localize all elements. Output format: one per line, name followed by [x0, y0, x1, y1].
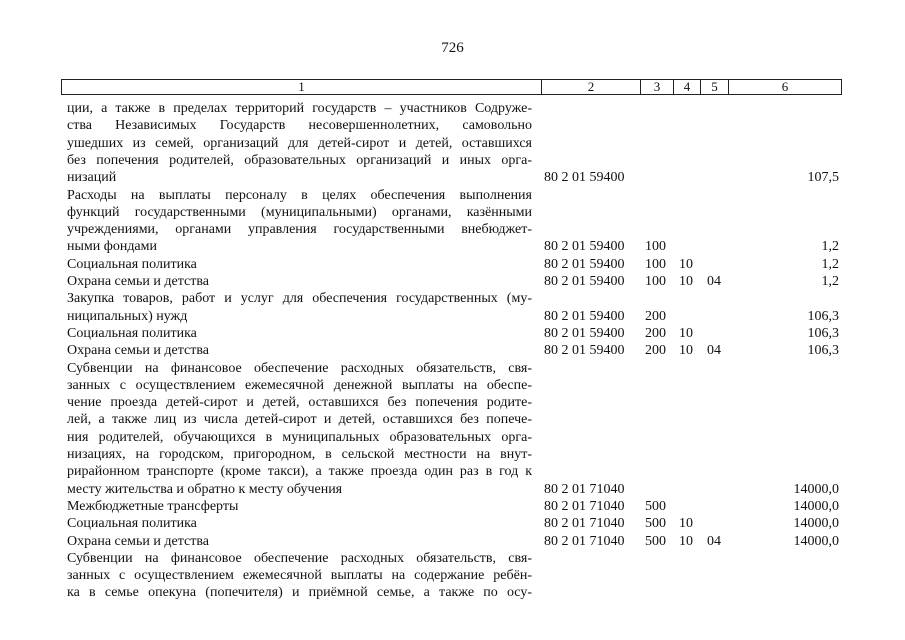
- row-description: Социальная политика: [67, 325, 197, 341]
- row-description: ния родителей, обучающихся в муниципальных образовательных орга-: [67, 429, 532, 445]
- table-row: [0, 290, 905, 307]
- row-code: 80 2 01 59400: [544, 274, 625, 289]
- row-amount: 14000,0: [793, 481, 839, 497]
- row-expense-type: 100: [645, 239, 666, 255]
- header-col-5: 5: [700, 80, 728, 94]
- row-code: 80 2 01 71040: [544, 481, 625, 497]
- table-row: [0, 481, 905, 498]
- row-subsection: 04: [707, 343, 721, 359]
- row-expense-type: 200: [645, 343, 666, 359]
- row-amount: 1,2: [821, 274, 839, 289]
- row-amount: 107,5: [807, 170, 839, 186]
- table-row: [0, 221, 905, 238]
- row-amount: 14000,0: [793, 533, 839, 549]
- row-description: рирайонном транспорте (кроме такси), а также проезда один раз в год к: [67, 464, 532, 480]
- row-description: без попечения родителей, образовательных организаций и иных орга-: [67, 152, 532, 168]
- row-code: 80 2 01 71040: [544, 498, 625, 514]
- table-row: [0, 550, 905, 567]
- table-row: [0, 169, 905, 186]
- row-description: Межбюджетные трансферты: [67, 498, 239, 514]
- table-row: [0, 360, 905, 377]
- row-description: занных с осуществлением ежемесячной выплаты на содержание ребён-: [67, 568, 532, 584]
- row-description: Закупка товаров, работ и услуг для обеспечения государственных (му-: [67, 291, 532, 307]
- row-description: ка в семье опекуна (попечителя) и приёмной семье, а также по осу-: [67, 585, 532, 601]
- row-description: лей, а также лиц из числа детей-сирот и детей, оставшихся без попече-: [67, 412, 532, 428]
- table-header: [61, 79, 842, 95]
- row-section: 10: [679, 256, 693, 272]
- table-row: [0, 567, 905, 584]
- row-section: 10: [679, 533, 693, 549]
- table-row: [0, 308, 905, 325]
- row-section: 10: [679, 516, 693, 532]
- table-row: [0, 446, 905, 463]
- table-row: [0, 394, 905, 411]
- row-description: Субвенции на финансовое обеспечение расходных обязательств, свя-: [67, 360, 532, 376]
- row-description: ства Независимых Государств несовершеннолетних, самовольно: [67, 118, 532, 134]
- row-amount: 1,2: [821, 256, 839, 272]
- table-row: [0, 584, 905, 601]
- table-row: [0, 377, 905, 394]
- row-description: занных с осуществлением ежемесячной денежной выплаты на обеспе-: [67, 377, 532, 393]
- row-description: Охрана семьи и детства: [67, 343, 209, 359]
- row-description: функций государственными (муниципальными) органами, казёнными: [67, 204, 532, 220]
- header-col-3: 3: [640, 80, 673, 94]
- row-code: 80 2 01 71040: [544, 533, 625, 549]
- row-description: Охрана семьи и детства: [67, 274, 209, 289]
- row-code: 80 2 01 59400: [544, 170, 625, 186]
- row-amount: 106,3: [807, 325, 839, 341]
- row-code: 80 2 01 59400: [544, 343, 625, 359]
- row-description: Охрана семьи и детства: [67, 533, 209, 549]
- row-subsection: 04: [707, 533, 721, 549]
- table-row: [0, 498, 905, 515]
- table-row: [0, 238, 905, 255]
- row-description: учреждениями, органами управления государственными внебюджет-: [67, 222, 532, 238]
- row-description: Субвенции на финансовое обеспечение расходных обязательств, свя-: [67, 550, 532, 566]
- table-row: [0, 204, 905, 221]
- row-description: Социальная политика: [67, 516, 197, 532]
- row-code: 80 2 01 59400: [544, 239, 625, 255]
- table-row: [0, 342, 905, 359]
- row-section: 10: [679, 274, 693, 289]
- row-amount: 106,3: [807, 308, 839, 324]
- row-code: 80 2 01 71040: [544, 516, 625, 532]
- row-description: Расходы на выплаты персоналу в целях обеспечения выполнения: [67, 187, 532, 203]
- row-description: ции, а также в пределах территорий государств – участников Содруже-: [67, 101, 532, 116]
- row-section: 10: [679, 343, 693, 359]
- table-row: [0, 152, 905, 169]
- row-description: низациях, на городском, пригородном, в сельской местности на внут-: [67, 447, 532, 462]
- table-row: [0, 515, 905, 532]
- row-expense-type: 100: [645, 256, 666, 272]
- row-description: месту жительства и обратно к месту обучения: [67, 481, 343, 497]
- table-row: [0, 325, 905, 342]
- header-col-1: 1: [298, 79, 305, 94]
- table-row: [0, 256, 905, 273]
- table-row: [0, 463, 905, 480]
- row-amount: 106,3: [807, 343, 839, 359]
- table-row: [0, 187, 905, 204]
- header-col-6: 6: [728, 80, 841, 94]
- table-row: [0, 117, 905, 134]
- table-row: [0, 411, 905, 428]
- page-number: 726: [441, 40, 464, 56]
- row-amount: 14000,0: [793, 498, 839, 514]
- row-expense-type: 100: [645, 274, 666, 289]
- row-code: 80 2 01 59400: [544, 325, 625, 341]
- row-expense-type: 500: [645, 533, 666, 549]
- row-code: 80 2 01 59400: [544, 308, 625, 324]
- row-code: 80 2 01 59400: [544, 256, 625, 272]
- row-expense-type: 500: [645, 498, 666, 514]
- table-row: [0, 135, 905, 152]
- row-description: низаций: [67, 170, 117, 186]
- row-subsection: 04: [707, 274, 721, 289]
- row-description: ными фондами: [67, 239, 158, 255]
- table-row: [0, 429, 905, 446]
- row-expense-type: 500: [645, 516, 666, 532]
- row-amount: 1,2: [821, 239, 839, 255]
- table-row: [0, 533, 905, 550]
- table-row: [0, 100, 905, 117]
- row-description: ушедших из семей, организаций для детей-сирот и детей, оставшихся: [67, 135, 532, 151]
- table-row: [0, 273, 905, 290]
- header-col-4: 4: [673, 80, 700, 94]
- row-expense-type: 200: [645, 325, 666, 341]
- row-expense-type: 200: [645, 308, 666, 324]
- header-col-2: 2: [541, 80, 640, 94]
- row-description: ниципальных) нужд: [67, 308, 188, 324]
- row-section: 10: [679, 325, 693, 341]
- row-amount: 14000,0: [793, 516, 839, 532]
- row-description: Социальная политика: [67, 256, 197, 272]
- row-description: чение проезда детей-сирот и детей, оставшихся без попечения родите-: [67, 395, 532, 411]
